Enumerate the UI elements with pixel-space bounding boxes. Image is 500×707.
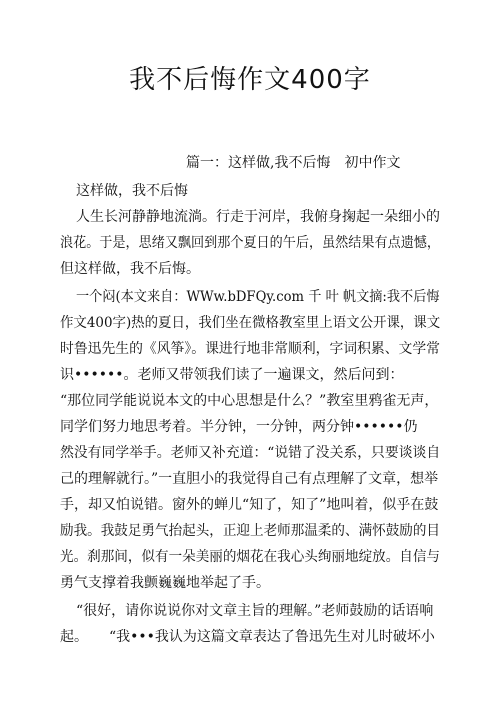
body-line: 这样做，我不后悔 [76,183,188,199]
body-line: 一个闷(本文来自：WWw.bDFQy.com 千 叶 帆文摘:我不后悔 [76,289,440,305]
document-subtitle: 篇一：这样做,我不后悔 初中作文 [186,155,401,171]
body-line: 勇气支撑着我颤巍巍地举起了手。 [60,575,270,591]
body-line: 光。刹那间，似有一朵美丽的烟花在我心头绚丽地绽放。自信与 [60,549,441,565]
body-line: “那位同学能说说本文的中心思想是什么？”教室里鸦雀无声， [60,393,439,409]
body-line: 人生长河静静地流淌。行走于河岸，我俯身掬起一朵细小的 [76,209,440,225]
body-line: 浪花。于是，思绪又飘回到那个夏日的午后，虽然结果有点遗憾， [60,235,441,251]
body-line: 己的理解就行。”一直胆小的我觉得自己有点理解了文章，想举 [60,471,439,487]
body-line: 同学们努力地思考着。半分钟，一分钟，两分钟••••••仍 [60,419,418,435]
body-line: 励我。我鼓足勇气抬起头，正迎上老师那温柔的、满怀鼓励的目 [60,523,441,539]
body-line: 作文400字)热的夏日，我们坐在微格教室里上语文公开课，课文 [60,315,441,331]
body-line: 手，却又怕说错。窗外的蝉儿“知了，知了”地叫着，似乎在鼓 [60,497,439,513]
body-line: 时鲁迅先生的《风筝》。课进行地非常顺利，字词积累、文学常 [60,341,440,357]
body-line: “很好，请你说说你对文章主旨的理解。”老师鼓励的话语响 [76,603,434,619]
body-line: 但这样做，我不后悔。 [60,261,200,277]
body-line: 识••••••。老师又带领我们读了一遍课文，然后问到： [60,367,404,383]
body-line: 然没有同学举手。老师又补充道：“说错了没关系，只要谈谈自 [60,445,441,461]
body-line: 起。 “我•••我认为这篇文章表达了鲁迅先生对儿时破坏小 [60,629,435,645]
document-title: 我不后悔作文400字 [129,65,371,95]
